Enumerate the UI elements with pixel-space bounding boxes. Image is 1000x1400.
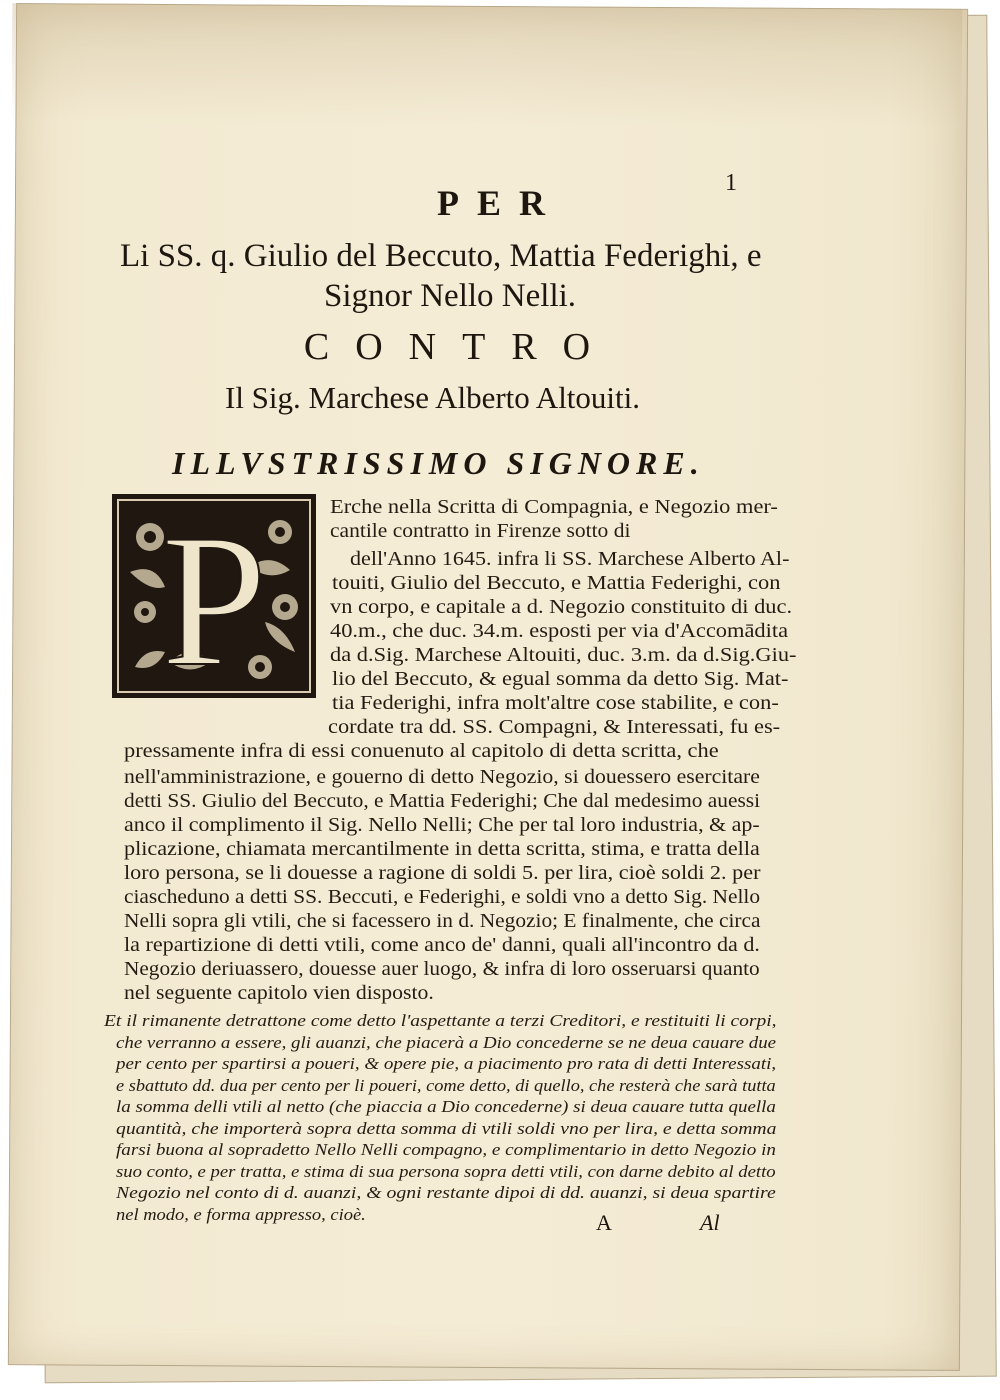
quote-line: suo conto, e per tratta, e stima di sua persona sopra detti vtili, con darne debito al detto <box>116 1161 776 1181</box>
quote-line: nel modo, e forma appresso, cioè. <box>116 1204 366 1224</box>
body-line: plicazione, chiamata mercantilmente in detta scritta, stima, e tratta della <box>124 839 760 860</box>
body-line: 40.m., che duc. 34.m. esposti per via d'Accomādita <box>330 621 789 642</box>
title-per: PER <box>437 183 563 223</box>
page-number: 1 <box>725 170 737 196</box>
quote-line: quantità, che importerà sopra detta somma di vtili soldi vno per lira, e detta somma <box>116 1118 777 1138</box>
body-line: anco il complimento il Sig. Nello Nelli; Che per tal loro industria, & ap- <box>124 815 760 836</box>
body-line: tia Federighi, infra molt'altre cose stabilite, e con- <box>332 693 779 714</box>
page-stain <box>12 3 963 129</box>
body-line: cordate tra dd. SS. Compagni, & Interessati, fu es- <box>328 717 781 738</box>
salutation: ILLVSTRISSIMO SIGNORE. <box>172 445 705 481</box>
quote-line: che verranno a essere, gli auanzi, che piacerà a Dio concederne se ne deua cauare due <box>116 1032 777 1052</box>
quote-line: e sbattuto dd. dua per cento per li poueri, come detto, di quello, che resterà che sarà tutta <box>116 1075 776 1095</box>
body-line: detti SS. Giulio del Beccuto, e Mattia Federighi; Che dal medesimo auessi <box>124 791 761 812</box>
quote-line: farsi buona al sopradetto Nello Nelli compagno, e complimentario in detto Negozio in <box>116 1140 776 1159</box>
initial-letter: P <box>161 496 267 700</box>
quote-line: la somma delli vtili al netto (che piaccia a Dio concederne) si deua cauare tutta quella <box>116 1097 776 1116</box>
decorated-initial <box>110 492 318 700</box>
catchword: Al <box>700 1210 720 1235</box>
body-line: ciascheduno a detti SS. Beccuti, e Federighi, e soldi vno a detto Sig. Nello <box>124 887 761 908</box>
body-line: vn corpo, e capitale a d. Negozio constituito di duc. <box>330 597 793 618</box>
body-line: Erche nella Scritta di Compagnia, e Negozio mer- <box>330 497 778 518</box>
body-line: Negozio deriuassero, douesse auer luogo, & infra di loro osseruarsi quanto <box>124 959 760 980</box>
parties-line-2: Signor Nello Nelli. <box>323 278 577 314</box>
body-line: nell'amministrazione, e gouerno di detto Negozio, si douessero esercitare <box>124 767 760 788</box>
quote-line: per cento per spartirsi a poueri, & opere pie, a piacimento pro rata di detti Interessati, <box>116 1054 777 1073</box>
body-line: pressamente infra di essi conuenuto al capitolo di detta scritta, che <box>124 741 719 762</box>
parties-line-1: Li SS. q. Giulio del Beccuto, Mattia Federighi, e <box>120 238 762 274</box>
body-line: cantile contratto in Firenze sotto di <box>330 521 631 542</box>
signature-mark: A <box>596 1210 612 1235</box>
body-line: dell'Anno 1645. infra li SS. Marchese Alberto Al- <box>350 549 790 570</box>
quote-line: Et il rimanente detrattone come detto l'aspettante a terzi Creditori, e restituiti li corpi, <box>104 1011 777 1030</box>
body-line: nel seguente capitolo vien disposto. <box>124 983 434 1004</box>
body-line: da d.Sig. Marchese Altouiti, duc. 3.m. da d.Sig.Giu- <box>330 645 797 666</box>
opponent-line: Il Sig. Marchese Alberto Altouiti. <box>225 380 641 415</box>
body-line: Nelli sopra gli vtili, che si facessero in d. Negozio; E finalmente, che circa <box>124 911 761 932</box>
body-line: touiti, Giulio del Beccuto, e Mattia Federighi, con <box>332 573 781 594</box>
title-contro: CONTRO <box>303 326 617 368</box>
body-line: loro persona, se li douesse a ragione di soldi 5. per lira, cioè soldi 2. per <box>124 863 761 884</box>
body-line: lio del Beccuto, & egual somma da detto Sig. Mat- <box>332 669 789 690</box>
quote-line: Negozio nel conto di d. auanzi, & ogni restante dipoi di dd. auanzi, si deua spartire <box>116 1183 776 1202</box>
body-line: la repartizione di detti vtili, come anco de' danni, quali all'incontro da d. <box>124 935 760 956</box>
